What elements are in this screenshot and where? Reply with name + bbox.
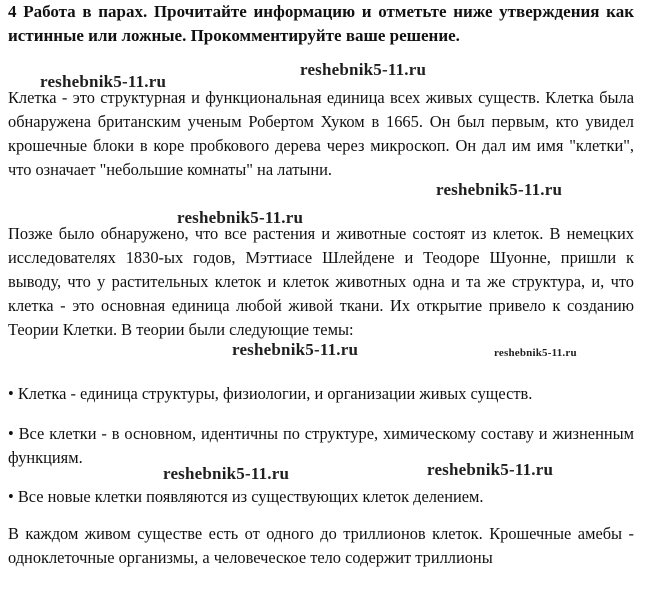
bullet-cells-identical: • Все клетки - в основном, идентичны по структуре, химическому составу и жизненным функциям. <box>8 424 634 467</box>
watermark: reshebnik5-11.ru <box>163 464 290 483</box>
bullet-cell-unit: • Клетка - единица структуры, физиологии, и организации живых существ. <box>8 384 533 403</box>
task-text: Работа в парах. Прочитайте информацию и отметьте ниже утверждения как истинные или ложные. Прокомментируйте ваше решение. <box>8 2 634 45</box>
watermark: reshebnik5-11.ru <box>177 208 304 227</box>
task-number: 4 <box>8 2 17 21</box>
watermark: reshebnik5-11.ru <box>232 340 359 359</box>
watermark: reshebnik5-11.ru <box>494 347 577 359</box>
watermark: reshebnik5-11.ru <box>436 180 563 199</box>
bullet-cells-division: • Все новые клетки появляются из существующих клеток делением. <box>8 487 484 506</box>
watermark: reshebnik5-11.ru <box>427 460 554 479</box>
paragraph-cell-theory: Позже было обнаружено, что все растения и животные состоят из клеток. В немецких исследователях 1830-ых годов, Мэттиасе Шлейдене и Теодоре Шуонне, пришли к выводу, что у растительных клеток и клеток животных одна и та же структура, и, что клетка - это основная единица любой живой ткани. Их открытие привело к созданию Теории Клетки. В теории были следующие темы: <box>8 224 634 339</box>
paragraph-cell-discovery: Клетка - это структурная и функциональная единица всех живых существ. Клетка была обнаружена британским ученым Робертом Хуком в 1665. Он был первым, кто увидел крошечные блоки в коре пробкового дерева через микроскоп. Он дал им имя "клетки", что означает "небольшие комнаты" на латыни. <box>8 88 634 179</box>
watermark: reshebnik5-11.ru <box>40 72 167 91</box>
watermark: reshebnik5-11.ru <box>300 60 427 79</box>
task-heading <box>8 0 634 48</box>
paragraph-cell-count: В каждом живом существе есть от одного до триллионов клеток. Крошечные амебы - одноклеточные организмы, а человеческое тело содержит триллионы <box>8 524 634 567</box>
